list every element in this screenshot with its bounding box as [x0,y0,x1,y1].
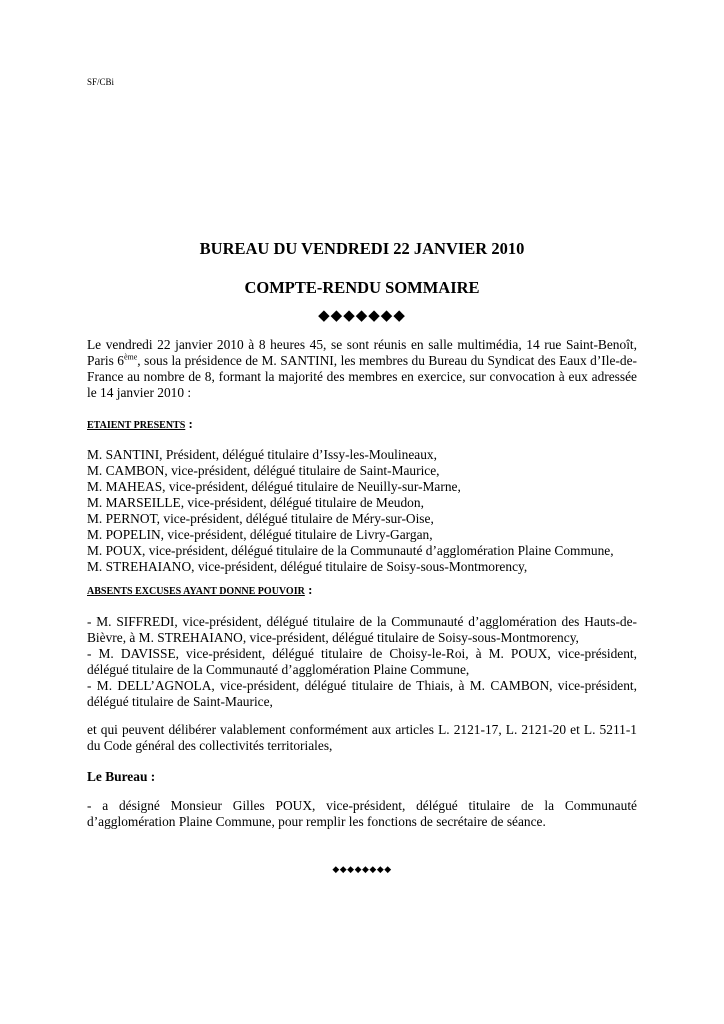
intro-superscript: ème [123,352,138,362]
presents-item: M. POUX, vice-président, délégué titulaire de la Communauté d’agglomération Plaine Commune, [87,543,614,558]
presents-heading [87,418,193,432]
document-reference: SF/CBi [87,77,115,87]
absents-item: - M. DAVISSE, vice-président, délégué titulaire de Choisy-le-Roi, à M. POUX, vice-président, délégué titulaire de la Communauté d’agglomération Plaine Commune, [87,646,637,677]
presents-heading-label: ETAIENT PRESENTS [87,420,186,431]
presents-item: M. STREHAIANO, vice-président, délégué titulaire de Soisy-sous-Montmorency, [87,559,528,574]
deliberation-paragraph: et qui peuvent délibérer valablement conformément aux articles L. 2121-17, L. 2121-20 et L. 5211-1 du Code général des collectivités territoriales, [87,722,637,753]
presents-item: M. POPELIN, vice-président, délégué titulaire de Livry-Gargan, [87,527,433,542]
intro-text-start: Le vendredi 22 janvier 2010 à 8 heures 45, se sont réunis en salle multimédia, 14 rue Saint-Benoît, Paris 6 [87,337,637,368]
presents-item: M. SANTINI, Président, délégué titulaire d’Issy-les-Moulineaux, [87,447,437,462]
absents-heading-label: ABSENTS EXCUSES AYANT DONNE POUVOIR [87,586,305,597]
presents-list [87,447,637,575]
presents-item: M. MARSEILLE, vice-président, délégué titulaire de Meudon, [87,495,424,510]
absents-heading-colon: : [304,582,313,597]
absents-heading [87,584,312,598]
bureau-heading: Le Bureau : [87,769,156,784]
absents-item: - M. DELL’AGNOLA, vice-président, délégué titulaire de Thiais, à M. CAMBON, vice-président, délégué titulaire de Saint-Maurice, [87,678,637,709]
designation-paragraph: - a désigné Monsieur Gilles POUX, vice-président, délégué titulaire de la Communauté d’agglomération Plaine Commune, pour remplir les fonctions de secrétaire de séance. [87,798,637,829]
intro-paragraph [87,337,637,401]
presents-item: M. PERNOT, vice-président, délégué titulaire de Méry-sur-Oise, [87,511,434,526]
absents-list [87,614,637,710]
intro-text-end: , sous la présidence de M. SANTINI, les membres du Bureau du Syndicat des Eaux d’Ile-de-France au nombre de 8, formant la majorité des membres en exercice, sur convocation à eux adressée le 14 janvier 2010 : [87,353,637,400]
presents-item: M. CAMBON, vice-président, délégué titulaire de Saint-Maurice, [87,463,440,478]
footer-ornament: ◆◆◆◆◆◆◆◆ [332,864,392,874]
title-ornament: ◆◆◆◆◆◆◆ [318,308,406,324]
presents-item: M. MAHEAS, vice-président, délégué titulaire de Neuilly-sur-Marne, [87,479,461,494]
presents-heading-colon: : [185,416,193,431]
document-title: BUREAU DU VENDREDI 22 JANVIER 2010 [199,239,525,258]
absents-item: - M. SIFFREDI, vice-président, délégué titulaire de la Communauté d’agglomération des Hauts-de-Bièvre, à M. STREHAIANO, vice-président, délégué titulaire de Soisy-sous-Montmorency, [87,614,637,645]
document-subtitle: COMPTE-RENDU SOMMAIRE [244,278,480,297]
